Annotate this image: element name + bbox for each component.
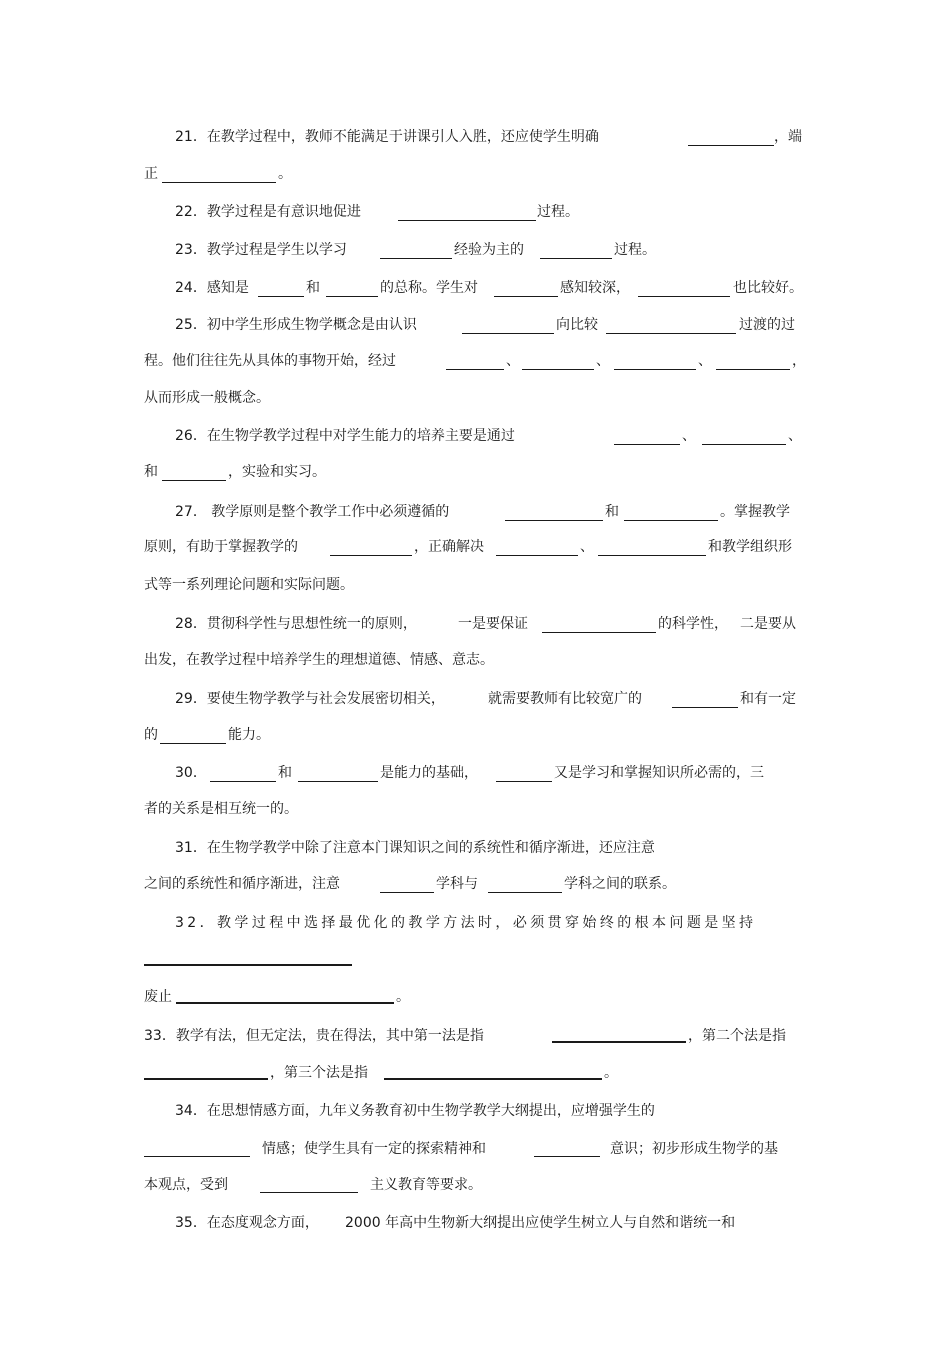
q28-text-2: 一是要保证 [458,616,528,632]
q27-text-7: 式等一系列理论问题和实际问题。 [144,577,354,593]
q27-blank-4 [496,555,578,556]
q26-blank-1 [614,444,680,445]
q24-text-3: 的总称。学生对 [380,280,478,296]
q23-text-3: 过程。 [614,242,656,258]
q26-blank-3 [162,480,226,481]
q25-blank-1 [462,333,554,334]
q27-text-6: 和教学组织形 [708,539,792,555]
q30-blank-2 [298,781,378,782]
q28-text: 28．贯彻科学性与思想性统一的原则， [175,616,417,632]
q30-text-5: 者的关系是相互统一的。 [144,801,298,817]
q25-sep-1: 、 [506,353,520,369]
q23-blank-1 [380,258,452,259]
q30-text-4: 又是学习和掌握知识所必需的，三 [554,765,764,781]
q28-text-5: 出发，在教学过程中培养学生的理想道德、情感、意志。 [144,652,494,668]
q29-blank-2 [160,743,226,744]
q31-text: 31．在生物学教学中除了注意本门课知识之间的系统性和循序渐进，还应注意 [175,840,655,856]
q34-text-2: 情感；使学生具有一定的探索精神和 [262,1141,486,1157]
q26-text-2: 和 [144,464,158,480]
q34-text: 34．在思想情感方面，九年义务教育初中生物学教学大纲提出，应增强学生的 [175,1103,655,1119]
q32-text-3: 。 [396,989,410,1005]
q30-blank-1 [210,781,276,782]
q21-text-3: 正 [144,166,158,182]
q21-text: 21．在教学过程中，教师不能满足于讲课引人入胜，还应使学生明确 [175,129,599,145]
q30-blank-3 [496,781,552,782]
q32-text-2: 废止 [144,989,172,1005]
q29-blank-1 [672,707,738,708]
q25-blank-4 [522,369,594,370]
q25-text-2: 向比较 [556,317,598,333]
q29-text-4: 的 [144,727,158,743]
q25-text-5: ， [792,353,806,369]
q32-blank-1 [144,964,352,966]
q23-text-2: 经验为主的 [454,242,524,258]
q26-text-3: ，实验和实习。 [228,464,326,480]
q24-text: 24．感知是 [175,280,249,296]
q24-text-5: 也比较好。 [733,280,803,296]
q27-text-3: 。掌握教学 [720,504,790,520]
q29-text-5: 能力。 [228,727,270,743]
q31-text-4: 学科之间的联系。 [564,876,676,892]
q33-text-3: ，第三个法是指 [270,1065,368,1081]
q24-blank-2 [326,296,378,297]
q23-text: 23．教学过程是学生以学习 [175,242,347,258]
q27-blank-5 [598,555,706,556]
q27-text-4: 原则，有助于掌握教学的 [144,539,298,555]
q25-blank-3 [446,369,504,370]
q22-blank-1 [398,220,536,221]
q22-text: 22．教学过程是有意识地促进 [175,204,361,220]
q30-text-3: 是能力的基础， [380,765,478,781]
q22-text-2: 过程。 [537,204,579,220]
q34-text-5: 主义教育等要求。 [370,1177,482,1193]
q34-blank-1 [144,1156,250,1157]
q35-text-2: 2000 年高中生物新大纲提出应使学生树立人与自然和谐统一和 [345,1215,736,1231]
q33-text: 33．教学有法，但无定法，贵在得法，其中第一法是指 [144,1028,484,1044]
q27-text-2: 和 [605,504,619,520]
q25-blank-2 [606,333,736,334]
q31-text-3: 学科与 [436,876,478,892]
q33-blank-2 [144,1078,268,1080]
q30-text-2: 和 [278,765,292,781]
q25-sep-2: 、 [596,353,610,369]
q25-text: 25．初中学生形成生物学概念是由认识 [175,317,417,333]
q32-text: 32．教学过程中选择最优化的教学方法时，必须贯穿始终的根本问题是坚持 [175,915,757,931]
q33-blank-3 [384,1078,602,1080]
q33-text-2: ，第二个法是指 [688,1028,786,1044]
q29-text-2: 就需要教师有比较宽广的 [488,691,642,707]
q27-text-5: ，正确解决 [414,539,484,555]
q26-sep-1: 、 [682,428,696,444]
q28-text-4: 二是要从 [740,616,796,632]
q23-blank-2 [540,258,612,259]
q25-sep-3: 、 [698,353,712,369]
q25-text-3: 过渡的过 [739,317,795,333]
q34-blank-2 [534,1156,600,1157]
q28-text-3: 的科学性， [658,616,728,632]
q24-blank-3 [494,296,558,297]
q34-text-3: 意识；初步形成生物学的基 [610,1141,778,1157]
q21-blank-2 [162,182,276,183]
q34-text-4: 本观点，受到 [144,1177,228,1193]
q31-blank-2 [488,892,562,893]
q21-blank-1 [688,145,774,146]
q31-text-2: 之间的系统性和循序渐进，注意 [144,876,340,892]
q26-sep-2: 、 [788,428,802,444]
q32-blank-2 [176,1002,394,1004]
q25-text-4: 程。他们往往先从具体的事物开始，经过 [144,353,396,369]
q33-text-4: 。 [604,1065,618,1081]
q27-blank-2 [624,520,718,521]
q24-blank-4 [638,296,730,297]
q26-blank-2 [702,444,786,445]
q27-blank-1 [505,520,603,521]
q24-text-4: 感知较深， [560,280,630,296]
q30-text: 30． [175,765,207,781]
q24-text-2: 和 [306,280,320,296]
q27-text: 27． 教学原则是整个教学工作中必须遵循的 [175,504,450,520]
q27-sep-1: 、 [580,539,594,555]
q26-text: 26．在生物学教学过程中对学生能力的培养主要是通过 [175,428,515,444]
q34-blank-3 [260,1192,358,1193]
q25-text-6: 从而形成一般概念。 [144,390,270,406]
q24-blank-1 [258,296,304,297]
q29-text-3: 和有一定 [740,691,796,707]
q25-blank-6 [716,369,790,370]
q28-blank-1 [542,632,656,633]
q21-text-2: ，端 [774,129,802,145]
q35-text: 35．在态度观念方面， [175,1215,319,1231]
q31-blank-1 [380,892,434,893]
q25-blank-5 [614,369,696,370]
q21-text-4: 。 [278,166,292,182]
q29-text: 29．要使生物学教学与社会发展密切相关， [175,691,445,707]
q27-blank-3 [330,555,412,556]
q33-blank-1 [552,1041,686,1043]
